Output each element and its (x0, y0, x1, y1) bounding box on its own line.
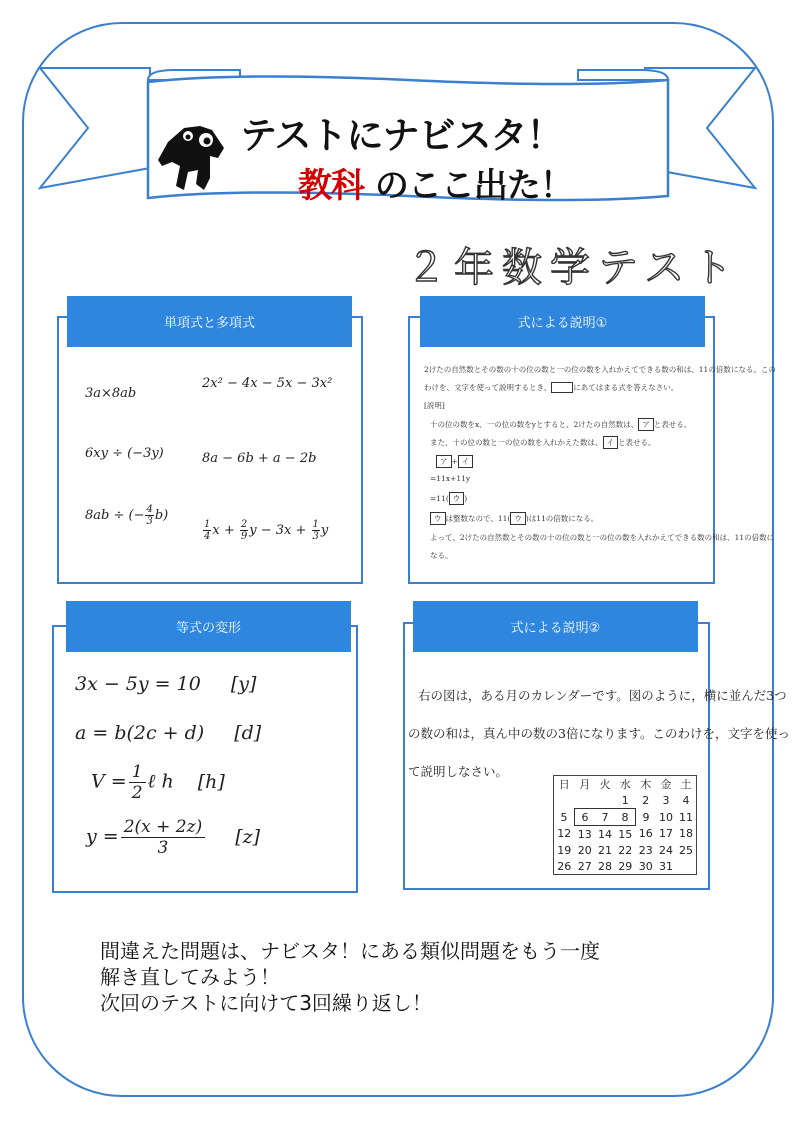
equation-2: a = b(2c + d) [d] (75, 722, 262, 744)
panel-transform-title: 等式の変形 (66, 601, 351, 652)
exp1-line8: =11( ウ ) (430, 494, 468, 503)
calendar-row: 12 13 14 15 16 17 18 (557, 827, 693, 841)
exp2-line3: て説明しなさい。 (408, 764, 509, 779)
calendar-row: 19 20 21 22 23 24 25 (557, 843, 693, 857)
exp1-line10: よって、2けたの自然数とその数の十の位の数と一の位の数を入れかえてできる数の和は、11の倍数に (430, 533, 775, 542)
calendar-row: 26 27 28 29 30 31 (557, 859, 673, 873)
exp1-line7: =11x+11y (430, 474, 471, 483)
expr-b: 2x² − 4x − 5x − 3x² (202, 376, 333, 391)
expr-e: 8ab ÷ (− $\frac{4}{3}$ b) (85, 504, 169, 527)
panel-monomials-title: 単項式と多項式 (67, 296, 352, 347)
panel-explanation-1-title: 式による説明① (420, 296, 705, 347)
footer-line2: 解き直してみよう！ (100, 965, 280, 989)
banner-title-line1: テストにナビスタ！ (240, 114, 563, 157)
panel-explanation-1 (408, 316, 715, 584)
exp1-line6: ア + イ (436, 455, 473, 468)
exp1-line11: なる。 (430, 551, 453, 560)
banner-subject-word: 教科 (298, 166, 364, 206)
calendar-row: 1 2 3 4 (621, 793, 690, 807)
banner-title-line2-rest: のここ出た！ (374, 166, 573, 206)
calendar-table (553, 775, 697, 875)
exp1-line2: わけを、文字を使って説明するとき、 にあてはまる式を答えなさい。 (424, 383, 679, 392)
subject-title: ２年数学テスト (406, 245, 741, 291)
expr-c: 6xy ÷ (−3y) (85, 446, 164, 461)
exp1-line9: ウ は整数なので、11( ウ )は11の倍数になる。 (430, 512, 598, 525)
exp2-line1: 右の図は，ある月のカレンダーです。図のように，横に並んだ3つ (418, 688, 787, 703)
expr-d: 8a − 6b + a − 2b (202, 451, 317, 466)
ribbon-left-tail (40, 68, 150, 188)
footer-line3: 次回のテストに向けて3回繰り返し！ (100, 991, 432, 1015)
panel-explanation-2-title: 式による説明② (413, 601, 698, 652)
exp1-line4: 十の位の数をx、一の位の数をyとすると、2けたの自然数は、 ア と表せる。 (430, 420, 692, 429)
calendar-row: 5 6 7 8 9 10 11 (560, 810, 693, 824)
expr-f: $\frac{1}{4}$ x + $\frac{2}{9}$ y − 3x + $\frac{1}{3}$ y (204, 519, 329, 542)
calendar-header-row: 日 月 火 水 木 金 土 (558, 778, 692, 791)
equation-1: 3x − 5y = 10 [y] (75, 673, 257, 695)
footer-line1: 間違えた問題は、ナビスタ！にある類似問題をもう一度 (100, 939, 600, 963)
banner-title-line2 (298, 158, 573, 207)
equation-4: y = $\frac{2(x + 2z)}{3}$ [z] (86, 817, 261, 858)
exp1-line3: [説明] (424, 401, 445, 410)
exp1-line5: また、十の位の数と一の位の数を入れかえた数は、 イ と表せる。 (430, 438, 656, 447)
expr-a: 3a×8ab (85, 386, 137, 401)
exp1-line1: 2けたの自然数とその数の十の位の数と一の位の数を入れかえてできる数の和は、11の倍数になる。この (424, 365, 776, 374)
equation-3: V = $\frac{1}{2}$ ℓ h [h] (91, 762, 225, 803)
exp2-line2: の数の和は，真ん中の数の3倍になります。このわけを，文字を使っ (408, 726, 790, 741)
